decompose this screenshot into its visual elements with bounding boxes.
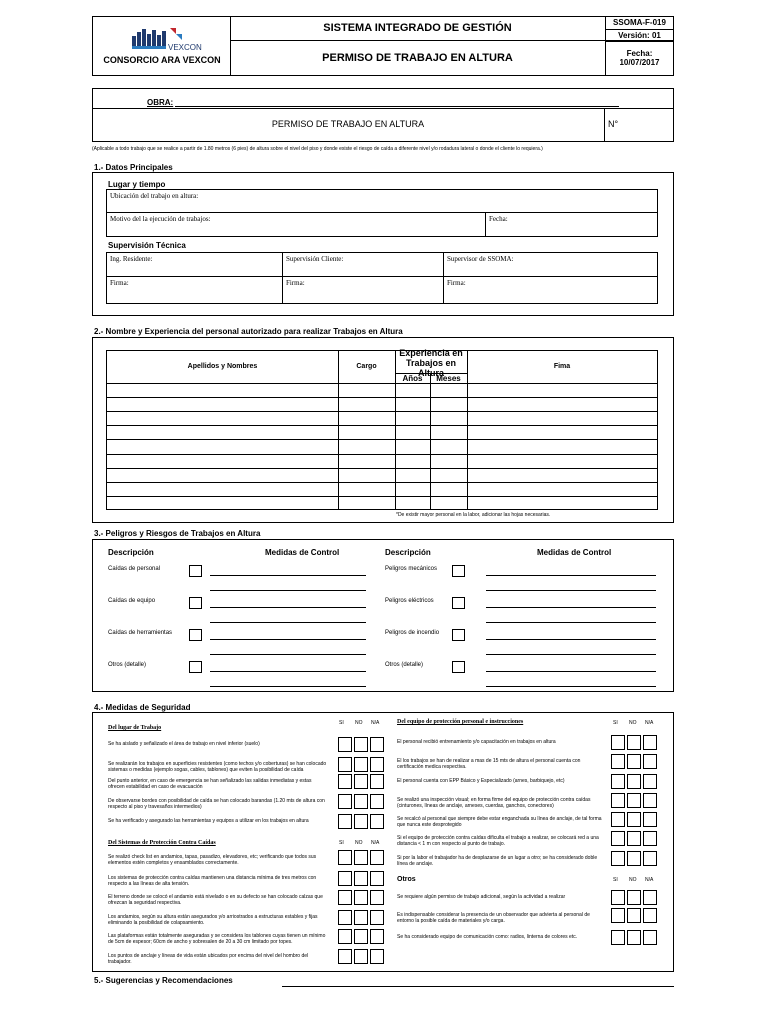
no-checkbox[interactable]: [627, 793, 641, 808]
na-checkbox[interactable]: [370, 871, 384, 886]
table-row: [107, 411, 657, 412]
measure-item: El los trabajos se han de realizar a mas de 15 mts de altura el personal cuenta con certificación medica respectiva.: [397, 758, 581, 770]
no-header: NO: [355, 840, 363, 846]
firma-label: Firma:: [286, 279, 305, 287]
hazard-checkbox[interactable]: [452, 629, 465, 641]
na-checkbox[interactable]: [643, 851, 657, 866]
hazard-label: Peligros eléctricos: [385, 598, 434, 604]
section5-title: 5.- Sugerencias y Recomendaciones: [94, 976, 233, 985]
no-checkbox[interactable]: [627, 812, 641, 827]
sup-cliente-label: Supervisión Cliente:: [286, 255, 344, 263]
na-checkbox[interactable]: [370, 737, 384, 752]
table-row: [107, 496, 657, 497]
measure-item: Se realizarán los trabajos en superficies resistentes (como techos y/o coberturas) se han colocado sistemas o medidas (ejemplo sogas, cables, tablones) que eviten la posibilidad de caída: [108, 761, 327, 773]
col-descripcion-right: Descripción: [385, 548, 431, 557]
ubicacion-label: Ubicación del trabajo en altura:: [110, 192, 199, 200]
date-value: 10/07/2017: [619, 58, 660, 67]
hazard-checkbox[interactable]: [189, 661, 202, 673]
date-label: Fecha:: [626, 49, 653, 58]
epp-heading: Del equipo de protección personal e instrucciones: [397, 719, 524, 725]
measure-item: Los puntos de anclaje y líneas de vida están ubicados por encima del nivel del hombro del trabajador.: [108, 953, 309, 965]
hazard-checkbox[interactable]: [189, 597, 202, 609]
control-measure-line[interactable]: [486, 575, 656, 576]
si-checkbox[interactable]: [611, 930, 625, 945]
na-checkbox[interactable]: [370, 757, 384, 772]
control-measure-line[interactable]: [486, 639, 656, 640]
no-checkbox[interactable]: [627, 851, 641, 866]
control-measure-line[interactable]: [210, 607, 366, 608]
measure-item: Se realizó una inspección visual; en forma firme del equipo de protección contra caídas (cinturones, líneas de anclaje, arneses, cuerdas, ganchos, conectores): [397, 797, 591, 809]
na-checkbox[interactable]: [643, 735, 657, 750]
no-checkbox[interactable]: [354, 949, 368, 964]
no-checkbox[interactable]: [627, 754, 641, 769]
measure-item: Los andamios, según su altura están asegurados y/o arriostrados a estructuras estables y fijas eliminando la posibilidad de colapsamiento.: [108, 914, 318, 926]
hazard-label: Peligros de incendio: [385, 630, 440, 636]
control-measure-line[interactable]: [210, 622, 366, 623]
measure-item: El personal cuenta con EPP Básico y Especializado (arnes, barbiquejo, etc): [397, 778, 565, 784]
measure-item: Se realizó check list en andamios, tapas, pasadizo, elevadores, etc; verificando que todos sus elementos estén completos y ensamblados correctamente.: [108, 854, 317, 866]
si-checkbox[interactable]: [611, 812, 625, 827]
si-checkbox[interactable]: [338, 814, 352, 829]
table-divider: [338, 351, 339, 510]
control-measure-line[interactable]: [486, 654, 656, 655]
table-divider: [107, 383, 657, 384]
table-divider: [467, 351, 468, 510]
si-checkbox[interactable]: [611, 735, 625, 750]
control-measure-line[interactable]: [486, 671, 656, 672]
hazard-label: Otros (detalle): [385, 662, 424, 668]
control-measure-line[interactable]: [210, 575, 366, 576]
motivo-label: Motivo del la ejecución de trabajos:: [110, 215, 211, 223]
section4-title: 4.- Medidas de Seguridad: [94, 703, 191, 712]
si-checkbox[interactable]: [338, 929, 352, 944]
table-divider: [430, 373, 431, 510]
si-checkbox[interactable]: [338, 949, 352, 964]
svg-text:VEXCON: VEXCON: [168, 43, 202, 52]
measure-item: Los sistemas de protección contra caídas mantienen una distancia mínima de tres metros con respecto a las líneas de alta tensión.: [108, 875, 317, 887]
hazard-label: Otros (detalle): [108, 662, 147, 668]
si-checkbox[interactable]: [611, 793, 625, 808]
na-checkbox[interactable]: [643, 908, 657, 923]
na-checkbox[interactable]: [643, 774, 657, 789]
col-firma: Fima: [553, 363, 571, 370]
col-descripcion-left: Descripción: [108, 548, 154, 557]
na-header: N/A: [371, 840, 380, 846]
na-header: N/A: [371, 720, 380, 726]
col-cargo: Cargo: [356, 363, 377, 370]
supervision-title: Supervisión Técnica: [108, 241, 186, 250]
na-checkbox[interactable]: [643, 890, 657, 905]
si-header: SI: [339, 720, 344, 726]
ubicacion-field[interactable]: [106, 189, 658, 213]
logo-icon: [130, 26, 200, 52]
firma-cliente-field[interactable]: [282, 276, 444, 304]
control-measure-line[interactable]: [210, 639, 366, 640]
table-row: [107, 468, 657, 469]
na-checkbox[interactable]: [643, 930, 657, 945]
measure-item: Es indispensable considerar la presencia de un observador que advierta al personal de entorno la posible caída de materiales y/o carga.: [397, 912, 590, 924]
na-checkbox[interactable]: [370, 794, 384, 809]
lugar-title: Lugar y tiempo: [108, 180, 166, 189]
si-checkbox[interactable]: [611, 851, 625, 866]
na-checkbox[interactable]: [370, 814, 384, 829]
firma-ssoma-field[interactable]: [443, 276, 658, 304]
measure-item: Del punto anterior, en caso de emergencia se han señalizado las salidas inmediatas y estas ofrecen estabilidad en caso de evacuación: [108, 778, 312, 790]
no-header: NO: [629, 877, 637, 883]
control-measure-line[interactable]: [210, 671, 366, 672]
sup-ssoma-field[interactable]: [443, 252, 658, 277]
si-checkbox[interactable]: [338, 757, 352, 772]
measure-item: Se requiere algún permiso de trabajo adicional, según la actividad a realizar: [397, 894, 566, 900]
control-measure-line[interactable]: [486, 622, 656, 623]
table-row: [107, 439, 657, 440]
si-header: SI: [339, 840, 344, 846]
hazard-label: Caídas de equipo: [108, 598, 156, 604]
recommendations-line[interactable]: [282, 986, 674, 987]
obra-divider: [604, 108, 605, 142]
col-apellidos: Apellidos y Nombres: [187, 363, 258, 370]
obra-divider: [92, 108, 674, 109]
na-checkbox[interactable]: [370, 774, 384, 789]
lugar-heading: Del lugar de Trabajo: [108, 725, 162, 731]
no-checkbox[interactable]: [354, 929, 368, 944]
na-checkbox[interactable]: [370, 890, 384, 905]
sistemas-heading: Del Sistemas de Protección Contra Caídas: [108, 840, 216, 846]
col-anos: Años: [402, 374, 423, 383]
hazard-checkbox[interactable]: [452, 597, 465, 609]
section3-block: [92, 539, 674, 692]
control-measure-line[interactable]: [486, 686, 656, 687]
measure-item: Si por la labor el trabajador ha de desplazarse de un lugar a otro; se ha considerado doble línea de anclaje.: [397, 855, 598, 867]
residente-label: Ing. Residente:: [110, 255, 153, 263]
si-checkbox[interactable]: [338, 794, 352, 809]
si-checkbox[interactable]: [338, 871, 352, 886]
document-code: SSOMA-F-019: [613, 18, 666, 27]
sup-ssoma-label: Supervisor de SSOMA:: [447, 255, 514, 263]
si-checkbox[interactable]: [611, 754, 625, 769]
na-checkbox[interactable]: [643, 812, 657, 827]
section1-title: 1.- Datos Principales: [94, 163, 173, 172]
si-checkbox[interactable]: [611, 774, 625, 789]
system-title: SISTEMA INTEGRADO DE GESTIÓN: [323, 22, 512, 34]
hazard-label: Caídas de personal: [108, 566, 161, 572]
permit-title: PERMISO DE TRABAJO EN ALTURA: [271, 119, 425, 129]
no-header: NO: [355, 720, 363, 726]
si-checkbox[interactable]: [611, 908, 625, 923]
si-checkbox[interactable]: [338, 890, 352, 905]
table-footnote: *De existir mayor personal en la labor, adicionar las hojas necesarias.: [396, 512, 551, 518]
si-header: SI: [613, 877, 618, 883]
section2-title: 2.- Nombre y Experiencia del personal autorizado para realizar Trabajos en Altura: [94, 327, 403, 336]
na-checkbox[interactable]: [643, 793, 657, 808]
control-measure-line[interactable]: [210, 654, 366, 655]
no-checkbox[interactable]: [354, 910, 368, 925]
na-checkbox[interactable]: [370, 850, 384, 865]
firma-label: Firma:: [110, 279, 129, 287]
company-logo: [130, 26, 200, 52]
na-header: N/A: [645, 720, 654, 726]
obra-block: [92, 88, 674, 142]
fecha-field[interactable]: [485, 212, 658, 237]
no-checkbox[interactable]: [354, 871, 368, 886]
section3-title: 3.- Peligros y Riesgos de Trabajos en Altura: [94, 529, 261, 538]
na-checkbox[interactable]: [643, 831, 657, 846]
sup-cliente-field[interactable]: [282, 252, 444, 277]
header-divider: [605, 41, 674, 42]
no-checkbox[interactable]: [354, 737, 368, 752]
fecha-label: Fecha:: [489, 215, 508, 223]
no-checkbox[interactable]: [354, 794, 368, 809]
table-row: [107, 425, 657, 426]
applicability-note: (Aplicable a todo trabajo que se realice a partir de 1.80 metros (6 pies) de altura sobre el nivel del piso y donde existe el riesgo de caída a diferente nivel y/o rodadura lateral o donde el cliente lo requiera.): [92, 146, 543, 152]
no-checkbox[interactable]: [627, 774, 641, 789]
si-checkbox[interactable]: [611, 831, 625, 846]
table-row: [107, 454, 657, 455]
no-checkbox[interactable]: [354, 814, 368, 829]
document-version: Versión: 01: [618, 31, 661, 40]
control-measure-line[interactable]: [210, 686, 366, 687]
na-header: N/A: [645, 877, 654, 883]
col-medidas-right: Medidas de Control: [537, 548, 612, 557]
control-measure-line[interactable]: [486, 607, 656, 608]
na-checkbox[interactable]: [370, 929, 384, 944]
si-checkbox[interactable]: [338, 850, 352, 865]
si-header: SI: [613, 720, 618, 726]
si-checkbox[interactable]: [338, 774, 352, 789]
col-meses: Meses: [436, 374, 461, 383]
motivo-field[interactable]: [106, 212, 486, 237]
no-checkbox[interactable]: [627, 831, 641, 846]
measure-item: Las plataformas están totalmente aseguradas y se considera los tablones cuyas tienen un mínimo de 5cm de espesor; 60cm de ancho y sobresalen de 20 a 30 cm limitado por topes.: [108, 933, 326, 945]
no-checkbox[interactable]: [354, 890, 368, 905]
measure-item: El terreno donde se colocó el andamio está nivelado o en su defecto se han colocado calzas que ofrezcan la seguridad respectiva.: [108, 894, 323, 906]
measure-item: El personal recibió entrenamiento y/o capacitación en trabajos en altura: [397, 739, 556, 745]
hazard-checkbox[interactable]: [452, 565, 465, 577]
no-checkbox[interactable]: [354, 757, 368, 772]
col-experiencia: Experiencia en Trabajos en Altura: [399, 348, 463, 378]
measure-item: Se recalcó al personal que siempre debe estar enganchada su línea de anclaje, de tal forma que nunca este desprotegido: [397, 816, 602, 828]
hazard-label: Caídas de herramientas: [108, 630, 173, 636]
control-measure-line[interactable]: [486, 590, 656, 591]
obra-label: OBRA:: [147, 98, 174, 107]
hazard-checkbox[interactable]: [189, 565, 202, 577]
firma-residente-field[interactable]: [106, 276, 283, 304]
control-measure-line[interactable]: [210, 590, 366, 591]
col-medidas-left: Medidas de Control: [265, 548, 340, 557]
measure-item: Se ha aislado y señalizado el área de trabajo en nivel inferior (suelo): [108, 741, 260, 747]
no-checkbox[interactable]: [627, 735, 641, 750]
permit-number-label: N°: [608, 119, 619, 129]
no-checkbox[interactable]: [627, 908, 641, 923]
personnel-table: [106, 350, 658, 510]
no-header: NO: [629, 720, 637, 726]
measure-item: Si el equipo de protección contra caídas dificulta el trabajo a realizar, se colocará red a una distancia < 1 m con respecto al punto de trabajo.: [397, 835, 599, 847]
no-checkbox[interactable]: [627, 890, 641, 905]
measure-item: Se ha verificado y asegurado las herramientas y equipos a utilizar en los trabajos en altura: [108, 818, 309, 824]
hazard-checkbox[interactable]: [189, 629, 202, 641]
hazard-checkbox[interactable]: [452, 661, 465, 673]
measure-item: De observarse bordes con posibilidad de caída se han colocado barandas (1.20 mts de altura con respecto al piso y travesaños intermedios): [108, 798, 325, 810]
table-row: [107, 397, 657, 398]
otros-heading: Otros: [397, 876, 416, 883]
residente-field[interactable]: [106, 252, 283, 277]
no-checkbox[interactable]: [354, 850, 368, 865]
company-name: CONSORCIO ARA VEXCON: [103, 55, 221, 65]
firma-label: Firma:: [447, 279, 466, 287]
si-checkbox[interactable]: [338, 737, 352, 752]
si-checkbox[interactable]: [338, 910, 352, 925]
si-checkbox[interactable]: [611, 890, 625, 905]
table-row: [107, 482, 657, 483]
measure-item: Se ha considerado equipo de comunicación como: radios, linterna de colores etc.: [397, 934, 578, 940]
na-checkbox[interactable]: [643, 754, 657, 769]
document-title: PERMISO DE TRABAJO EN ALTURA: [322, 52, 513, 64]
na-checkbox[interactable]: [370, 949, 384, 964]
hazard-label: Peligros mecánicos: [385, 566, 438, 572]
header-divider: [605, 29, 674, 30]
na-checkbox[interactable]: [370, 910, 384, 925]
obra-field[interactable]: [175, 106, 619, 107]
no-checkbox[interactable]: [627, 930, 641, 945]
no-checkbox[interactable]: [354, 774, 368, 789]
